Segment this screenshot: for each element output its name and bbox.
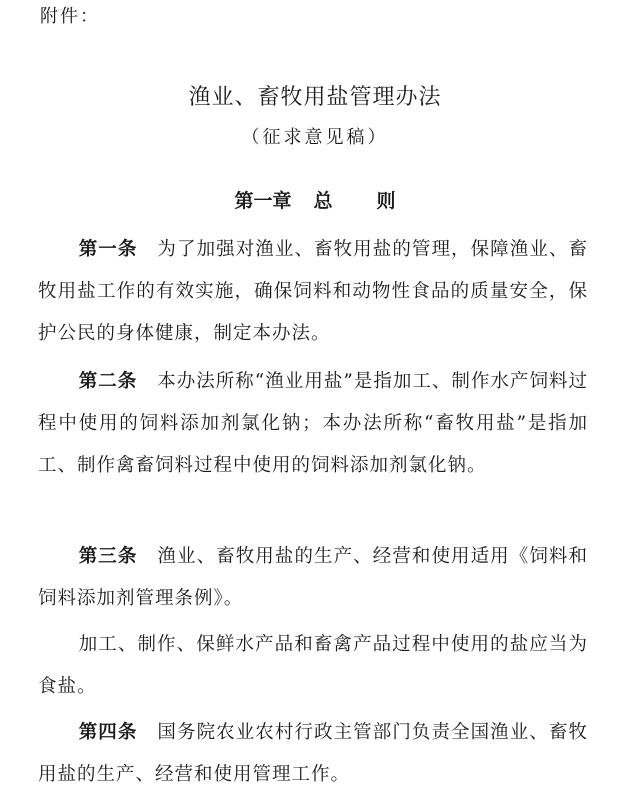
article-paragraph	[38, 361, 588, 487]
article-number: 第三条	[78, 546, 138, 567]
chapter-number: 第一章	[234, 190, 292, 212]
article-paragraph	[38, 536, 588, 620]
article-number: 第一条	[78, 239, 138, 260]
attachment-label: 附件：	[40, 6, 100, 27]
article-paragraph	[38, 229, 588, 355]
article-text: 本办法所称“渔业用盐”是指加工、制作水产饲料过程中使用的饲料添加剂氯化钠；本办法所称“畜牧用盐”是指加工、制作禽畜饲料过程中使用的饲料添加剂氯化钠。	[38, 371, 588, 476]
article-paragraph	[38, 712, 588, 796]
body-paragraph	[38, 624, 588, 708]
article-number: 第四条	[78, 722, 138, 743]
paragraph-text: 加工、制作、保鲜水产品和畜禽产品过程中使用的盐应当为食盐。	[38, 634, 588, 697]
chapter-heading	[0, 186, 630, 216]
chapter-name-part2: 则	[376, 190, 396, 212]
document-subtitle: （征求意见稿）	[241, 127, 389, 148]
article-text: 渔业、畜牧用盐的生产、经营和使用适用《饲料和饲料添加剂管理条例》。	[38, 546, 588, 609]
article-number: 第二条	[78, 371, 138, 392]
article-text: 国务院农业农村行政主管部门负责全国渔业、畜牧用盐的生产、经营和使用管理工作。	[38, 722, 588, 785]
article-text: 为了加强对渔业、畜牧用盐的管理，保障渔业、畜牧用盐工作的有效实施，确保饲料和动物性食品的质量安全，保护公民的身体健康，制定本办法。	[38, 239, 588, 344]
chapter-name-part1: 总	[313, 190, 333, 212]
document-title: 渔业、畜牧用盐管理办法	[188, 85, 442, 110]
